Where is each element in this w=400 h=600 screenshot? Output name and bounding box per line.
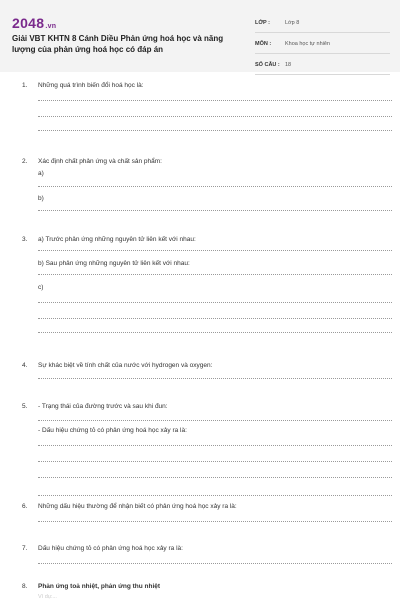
sub-label: b) bbox=[38, 195, 44, 202]
answer-line[interactable] bbox=[38, 318, 392, 319]
sub-label: Ví dụ:... bbox=[38, 594, 57, 600]
meta-row-subject bbox=[255, 36, 390, 54]
site-logo[interactable] bbox=[12, 15, 56, 31]
answer-line[interactable] bbox=[38, 477, 392, 478]
question-number: 6. bbox=[22, 503, 28, 510]
question-number: 2. bbox=[22, 158, 28, 165]
question-number: 1. bbox=[22, 82, 28, 89]
meta-label: SỐ CÂU : bbox=[255, 62, 280, 68]
header bbox=[0, 0, 400, 72]
answer-line[interactable] bbox=[38, 116, 392, 117]
answer-line[interactable] bbox=[38, 495, 392, 496]
sub-label: b) Sau phản ứng những nguyên tử liên kết với nhau: bbox=[38, 260, 190, 267]
question-text: Những dấu hiệu thường để nhận biết có phản ứng hoá học xảy ra là: bbox=[38, 503, 237, 510]
answer-line[interactable] bbox=[38, 130, 392, 131]
logo-text: 2048 bbox=[12, 15, 45, 31]
answer-line[interactable] bbox=[38, 302, 392, 303]
question-text: - Trạng thái của đường trước và sau khi đun: bbox=[38, 403, 168, 410]
answer-line[interactable] bbox=[38, 100, 392, 101]
logo-suffix: .vn bbox=[45, 23, 57, 30]
answer-line[interactable] bbox=[38, 445, 392, 446]
document-title: Giải VBT KHTN 8 Cánh Diều Phản ứng hoá học và năng lượng của phản ứng hoá học có đáp án bbox=[12, 34, 224, 54]
answer-line[interactable] bbox=[38, 250, 392, 251]
answer-line[interactable] bbox=[38, 420, 392, 421]
answer-line[interactable] bbox=[38, 461, 392, 462]
answer-line[interactable] bbox=[38, 563, 392, 564]
meta-label: MÔN : bbox=[255, 41, 272, 47]
answer-line[interactable] bbox=[38, 378, 392, 379]
question-text: Xác định chất phản ứng và chất sản phẩm: bbox=[38, 158, 162, 165]
question-number: 4. bbox=[22, 362, 28, 369]
meta-label: LỚP : bbox=[255, 20, 270, 26]
question-text: Phản ứng toả nhiệt, phản ứng thu nhiệt bbox=[38, 583, 161, 590]
meta-value: Lớp 8 bbox=[285, 20, 300, 26]
meta-row-class bbox=[255, 15, 390, 33]
question-number: 5. bbox=[22, 403, 28, 410]
question-text: a) Trước phản ứng những nguyên tử liên kết với nhau: bbox=[38, 236, 196, 243]
question-number: 7. bbox=[22, 545, 28, 552]
meta-value: Khoa học tự nhiên bbox=[285, 41, 330, 47]
answer-line[interactable] bbox=[38, 186, 392, 187]
answer-line[interactable] bbox=[38, 274, 392, 275]
meta-value: 18 bbox=[285, 62, 292, 68]
answer-line[interactable] bbox=[38, 210, 392, 211]
meta-row-count bbox=[255, 57, 390, 75]
question-text: Những quá trình biến đổi hoá học là: bbox=[38, 82, 144, 89]
question-text: Sự khác biệt về tính chất của nước với hydrogen và oxygen: bbox=[38, 362, 213, 369]
question-number: 3. bbox=[22, 236, 28, 243]
answer-line[interactable] bbox=[38, 332, 392, 333]
meta-panel bbox=[255, 15, 390, 75]
answer-line[interactable] bbox=[38, 521, 392, 522]
sub-label: c) bbox=[38, 284, 44, 291]
question-text: Dấu hiệu chứng tỏ có phản ứng hoá học xảy ra là: bbox=[38, 545, 183, 552]
question-number: 8. bbox=[22, 583, 28, 590]
sub-label: a) bbox=[38, 170, 44, 177]
sub-label: - Dấu hiệu chứng tỏ có phản ứng hoá học xảy ra là: bbox=[38, 427, 187, 434]
